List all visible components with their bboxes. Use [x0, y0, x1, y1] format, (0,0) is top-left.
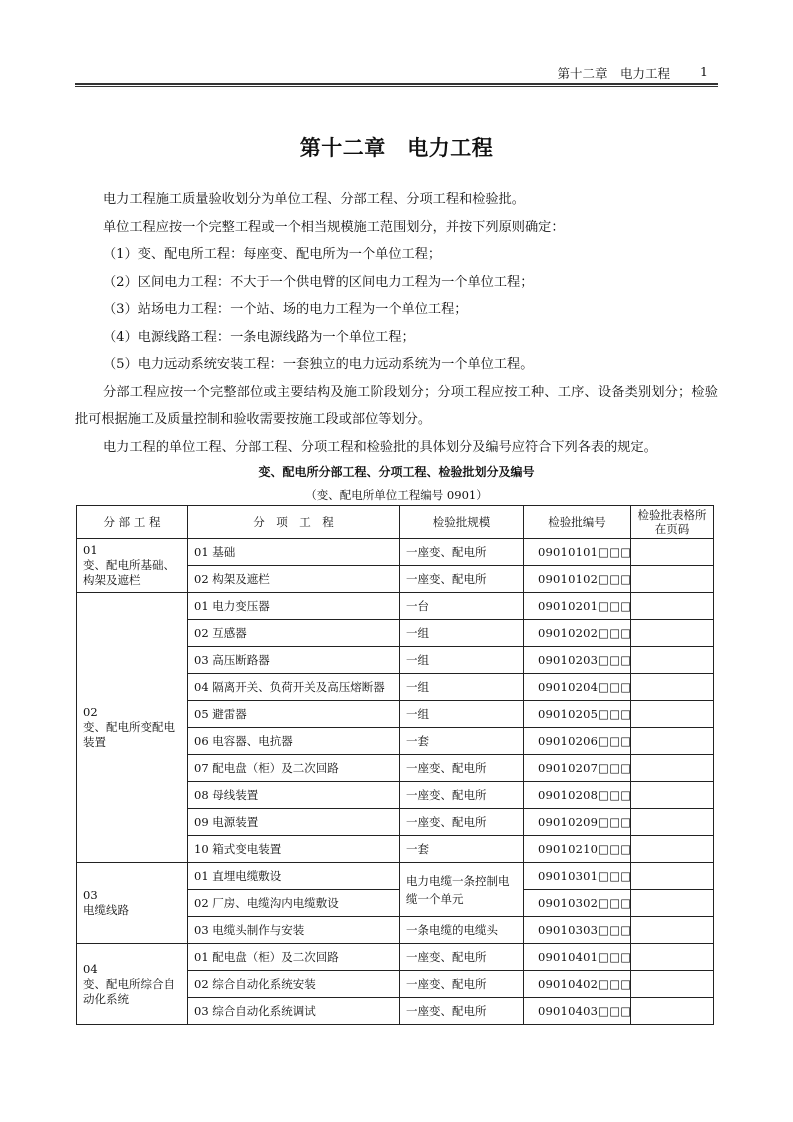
page-cell	[631, 917, 714, 944]
page-cell	[631, 647, 714, 674]
table-subtitle: （变、配电所单位工程编号 0901）	[305, 488, 488, 502]
item-cell: 05 避雷器	[188, 701, 400, 728]
page-cell	[631, 863, 714, 890]
division-code: 02	[83, 705, 98, 719]
page-cell	[631, 971, 714, 998]
item-cell: 03 高压断路器	[188, 647, 400, 674]
scale-cell: 一座变、配电所	[400, 755, 524, 782]
paragraph: （4）电源线路工程：一条电源线路为一个单位工程；	[103, 329, 415, 345]
number-cell: 09010102□□□	[524, 566, 631, 593]
item-cell: 01 电力变压器	[188, 593, 400, 620]
item-cell: 01 基础	[188, 539, 400, 566]
paragraph: （2）区间电力工程：不大于一个供电臂的区间电力工程为一个单位工程；	[103, 274, 534, 290]
number-cell: 09010210□□□	[524, 836, 631, 863]
chapter-title: 第十二章 电力工程	[299, 135, 494, 160]
paragraph: 电力工程的单位工程、分部工程、分项工程和检验批的具体划分及编号应符合下列各表的规定。	[103, 439, 657, 455]
page-cell	[631, 593, 714, 620]
item-cell: 03 电缆头制作与安装	[188, 917, 400, 944]
division-code: 01	[83, 543, 98, 557]
page-cell	[631, 620, 714, 647]
scale-cell: 一座变、配电所	[400, 566, 524, 593]
number-cell: 09010203□□□	[524, 647, 631, 674]
scale-cell: 电力电缆一条控制电缆一个单元	[400, 863, 524, 917]
column-header: 分 部 工 程	[77, 506, 188, 539]
scale-cell: 一座变、配电所	[400, 539, 524, 566]
table-row	[77, 863, 714, 890]
division-name: 变、配电所变配电装置	[83, 720, 175, 749]
table-row	[77, 539, 714, 566]
number-cell: 09010201□□□	[524, 593, 631, 620]
number-cell: 09010207□□□	[524, 755, 631, 782]
page-cell	[631, 890, 714, 917]
item-cell: 01 直埋电缆敷设	[188, 863, 400, 890]
number-cell: 09010209□□□	[524, 809, 631, 836]
number-cell: 09010302□□□	[524, 890, 631, 917]
paragraph: 电力工程施工质量验收划分为单位工程、分部工程、分项工程和检验批。	[103, 192, 525, 207]
number-cell: 09010402□□□	[524, 971, 631, 998]
paragraph: 单位工程应按一个完整工程或一个相当规模施工范围划分，并按下列原则确定：	[103, 219, 565, 235]
page-cell	[631, 539, 714, 566]
item-cell: 10 箱式变电装置	[188, 836, 400, 863]
paragraph: （3）站场电力工程：一个站、场的电力工程为一个单位工程；	[103, 302, 468, 317]
number-cell: 09010204□□□	[524, 674, 631, 701]
division-code: 03	[83, 888, 98, 902]
number-cell: 09010403□□□	[524, 998, 631, 1025]
page-cell	[631, 836, 714, 863]
division-name: 变、配电所基础、构架及遮栏	[83, 558, 175, 587]
scale-cell: 一座变、配电所	[400, 782, 524, 809]
scale-cell: 一座变、配电所	[400, 998, 524, 1025]
column-header: 检验批表格所在页码	[631, 506, 714, 539]
page-cell	[631, 701, 714, 728]
scale-cell: 一组	[400, 647, 524, 674]
page-cell	[631, 998, 714, 1025]
item-cell: 09 电源装置	[188, 809, 400, 836]
table-title: 变、配电所分部工程、分项工程、检验批划分及编号	[258, 465, 535, 479]
item-cell: 02 厂房、电缆沟内电缆敷设	[188, 890, 400, 917]
item-cell: 02 综合自动化系统安装	[188, 971, 400, 998]
number-cell: 09010202□□□	[524, 620, 631, 647]
division-code: 04	[83, 961, 98, 976]
division-name: 变、配电所综合自动化系统	[83, 976, 175, 1006]
scale-cell: 一组	[400, 674, 524, 701]
body-text	[75, 186, 718, 461]
scale-cell: 一台	[400, 593, 524, 620]
column-header: 检验批编号	[524, 506, 631, 539]
item-cell: 01 配电盘（柜）及二次回路	[188, 944, 400, 971]
number-cell: 09010303□□□	[524, 917, 631, 944]
number-cell: 09010205□□□	[524, 701, 631, 728]
item-cell: 08 母线装置	[188, 782, 400, 809]
scale-cell: 一条电缆的电缆头	[400, 917, 524, 944]
number-cell: 09010101□□□	[524, 539, 631, 566]
number-cell: 09010401□□□	[524, 944, 631, 971]
page-cell	[631, 566, 714, 593]
division-cell	[77, 863, 188, 944]
paragraph: 分部工程应按一个完整部位或主要结构及施工阶段划分；分项工程应按工种、工序、设备类别划分；检验批可根据施工及质量控制和验收需要按施工段或部位等划分。	[75, 384, 718, 427]
page-cell	[631, 674, 714, 701]
scale-cell: 一座变、配电所	[400, 809, 524, 836]
page-cell	[631, 782, 714, 809]
running-header	[75, 64, 718, 84]
division-table	[76, 505, 714, 1025]
column-header: 检验批规模	[400, 506, 524, 539]
header-rule-thick	[75, 83, 718, 85]
item-cell: 03 综合自动化系统调试	[188, 998, 400, 1025]
number-cell: 09010301□□□	[524, 863, 631, 890]
item-cell: 02 互感器	[188, 620, 400, 647]
scale-cell: 一座变、配电所	[400, 944, 524, 971]
scale-cell: 一座变、配电所	[400, 971, 524, 998]
scale-cell: 一套	[400, 728, 524, 755]
number-cell: 09010206□□□	[524, 728, 631, 755]
table-header-row	[77, 506, 714, 539]
paragraph: （5）电力远动系统安装工程：一套独立的电力远动系统为一个单位工程。	[103, 357, 534, 372]
scale-cell: 一组	[400, 701, 524, 728]
table-row	[77, 944, 714, 971]
item-cell: 06 电容器、电抗器	[188, 728, 400, 755]
paragraph: （1）变、配电所工程：每座变、配电所为一个单位工程；	[103, 247, 442, 262]
division-cell	[77, 593, 188, 863]
column-header: 分 项 工 程	[188, 506, 400, 539]
running-title: 第十二章 电力工程	[557, 66, 670, 81]
division-name: 电缆线路	[83, 903, 129, 917]
item-cell: 07 配电盘（柜）及二次回路	[188, 755, 400, 782]
division-cell	[77, 539, 188, 593]
page-cell	[631, 809, 714, 836]
number-cell: 09010208□□□	[524, 782, 631, 809]
item-cell: 02 构架及遮栏	[188, 566, 400, 593]
scale-cell: 一套	[400, 836, 524, 863]
page-number: 1	[700, 64, 708, 79]
division-cell	[77, 944, 188, 1025]
scale-cell: 一组	[400, 620, 524, 647]
page-cell	[631, 944, 714, 971]
header-rule-thin	[75, 86, 718, 87]
page-cell	[631, 728, 714, 755]
table-row	[77, 593, 714, 620]
item-cell: 04 隔离开关、负荷开关及高压熔断器	[188, 674, 400, 701]
page-cell	[631, 755, 714, 782]
